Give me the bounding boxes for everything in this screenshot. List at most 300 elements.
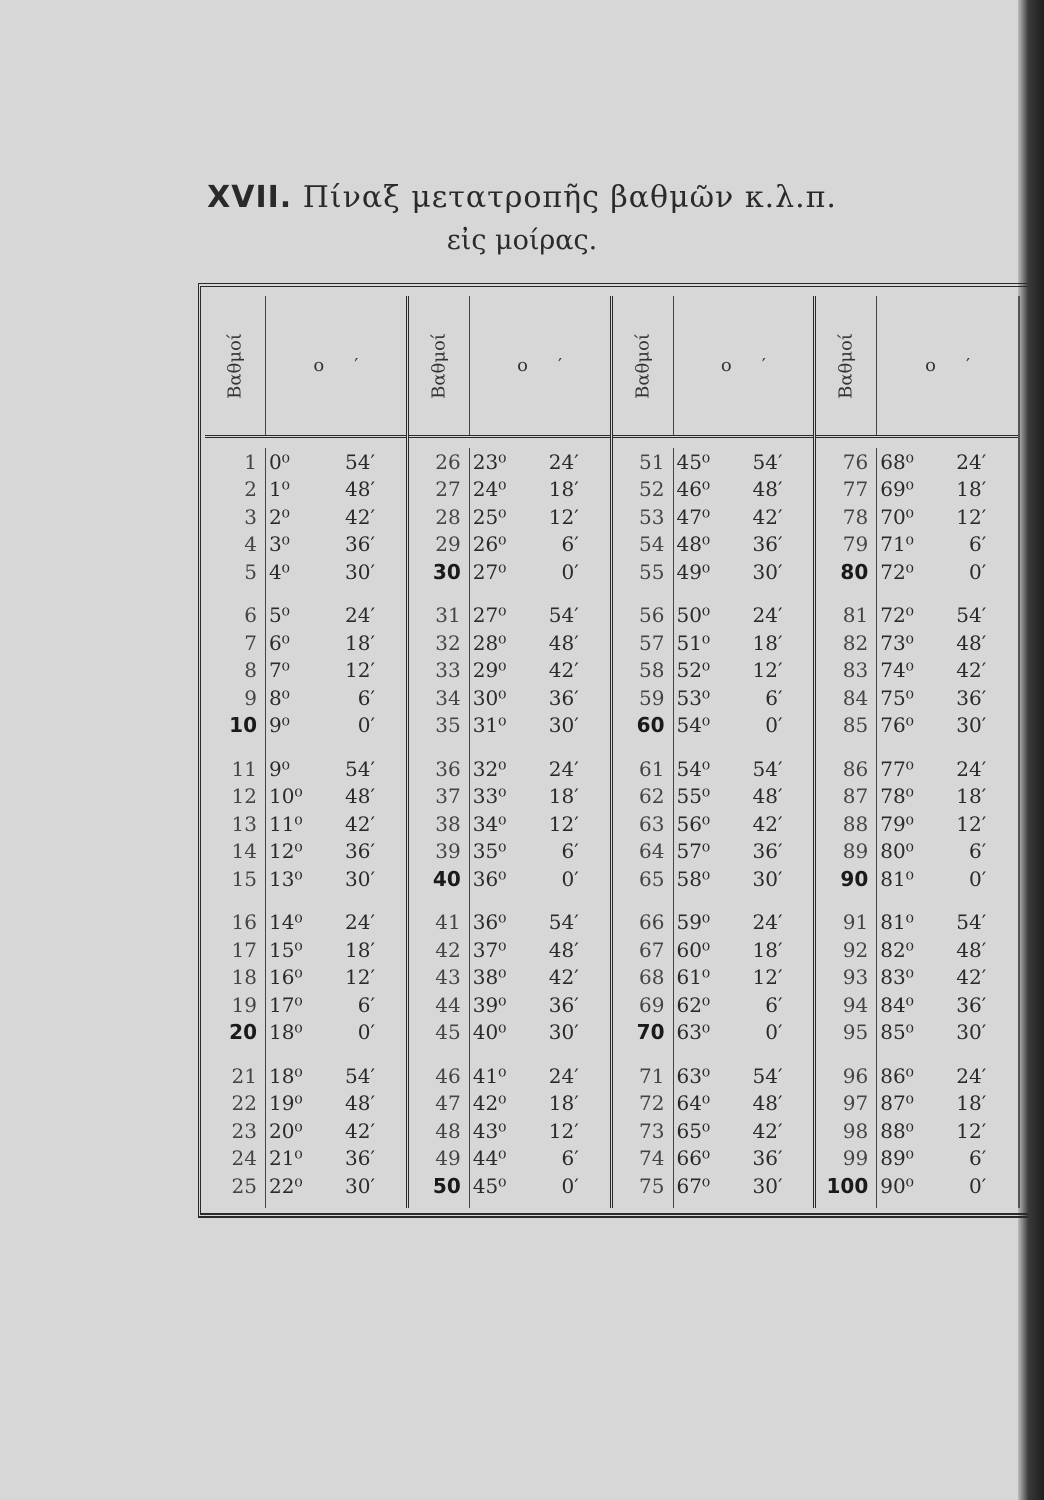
table-row — [613, 1090, 814, 1118]
table-row — [816, 810, 1018, 838]
angle-value — [465, 532, 610, 556]
table-row — [205, 712, 406, 740]
degrees-value: 9⁰ — [269, 756, 290, 781]
table-row — [205, 531, 406, 559]
table-row — [205, 558, 406, 586]
degrees-value: 90⁰ — [880, 1173, 914, 1198]
grade-value: 87 — [842, 784, 869, 809]
degrees-value: 40⁰ — [472, 1020, 507, 1045]
angle-value — [669, 1146, 814, 1170]
minutes-value: 18′ — [345, 630, 375, 655]
minutes-value: 12′ — [752, 965, 783, 990]
angle-value — [261, 757, 406, 781]
grade-value: 35 — [435, 713, 461, 738]
table-row — [613, 503, 814, 531]
minutes-value: 48′ — [956, 937, 987, 962]
minutes-value: 6′ — [561, 1146, 579, 1171]
table-row — [409, 531, 610, 559]
minutes-value: 36′ — [956, 685, 987, 710]
angle-value — [669, 560, 814, 584]
degrees-value: 19⁰ — [269, 1091, 303, 1116]
table-row — [816, 531, 1018, 559]
degrees-value: 60⁰ — [676, 937, 710, 962]
angle-value — [669, 965, 814, 989]
table-row — [409, 936, 610, 964]
grade-value: 11 — [231, 756, 257, 781]
angle-value — [872, 1146, 1018, 1170]
minutes-value: 18′ — [752, 937, 783, 962]
angle-value — [872, 560, 1018, 584]
minutes-value: 30′ — [548, 1020, 579, 1045]
grade-value: 53 — [639, 504, 665, 529]
table-row — [205, 755, 406, 783]
angle-value — [669, 450, 814, 474]
minutes-value: 0′ — [357, 713, 375, 738]
degrees-value: 63⁰ — [676, 1020, 710, 1045]
degrees-value: 57⁰ — [676, 839, 710, 864]
minutes-value: 48′ — [956, 630, 987, 655]
minutes-value: 24′ — [548, 449, 579, 474]
table-row — [409, 1117, 610, 1145]
minute-symbol: ′ — [761, 355, 766, 376]
angle-value — [261, 603, 406, 627]
minutes-value: 12′ — [345, 965, 375, 990]
angle-value — [465, 784, 610, 808]
grade-value: 30 — [432, 559, 461, 584]
degrees-value: 36⁰ — [472, 866, 507, 891]
grade-value: 32 — [435, 630, 461, 655]
row-group — [613, 448, 814, 586]
grade-value: 29 — [435, 532, 461, 557]
table-row — [409, 964, 610, 992]
angle-value — [669, 686, 814, 710]
minutes-value: 0′ — [561, 866, 579, 891]
degrees-value: 21⁰ — [269, 1146, 303, 1171]
minutes-value: 6′ — [765, 685, 783, 710]
minutes-value: 24′ — [752, 910, 783, 935]
grade-value: 3 — [244, 504, 257, 529]
minutes-value: 18′ — [956, 784, 987, 809]
table-row — [409, 838, 610, 866]
table-row — [613, 531, 814, 559]
table-row — [613, 783, 814, 811]
degrees-value: 86⁰ — [880, 1063, 914, 1088]
degrees-value: 43⁰ — [472, 1118, 507, 1143]
minutes-value: 24′ — [956, 449, 987, 474]
table-row — [409, 1062, 610, 1090]
table-row — [816, 1062, 1018, 1090]
block-header — [613, 296, 814, 438]
grade-value: 91 — [842, 910, 869, 935]
minutes-value: 6′ — [968, 839, 987, 864]
row-group — [205, 755, 406, 893]
table-row — [205, 936, 406, 964]
table-row — [205, 1062, 406, 1090]
grade-value: 55 — [639, 559, 665, 584]
angle-value — [261, 1064, 406, 1088]
table-block — [816, 296, 1020, 1208]
degrees-value: 42⁰ — [472, 1091, 507, 1116]
table-row — [409, 909, 610, 937]
degrees-value: 32⁰ — [472, 756, 507, 781]
degrees-value: 20⁰ — [269, 1118, 303, 1143]
grade-value: 64 — [639, 839, 665, 864]
table-row — [613, 838, 814, 866]
minutes-value: 30′ — [345, 1173, 375, 1198]
angle-value — [261, 1174, 406, 1198]
minutes-value: 6′ — [561, 839, 579, 864]
block-rows — [205, 448, 406, 1208]
table-row — [613, 558, 814, 586]
angle-value — [465, 713, 610, 737]
table-row — [613, 476, 814, 504]
grades-header-label: Βαθμοί — [224, 332, 246, 399]
angle-value — [872, 713, 1018, 737]
angle-value — [465, 631, 610, 655]
grade-value: 8 — [244, 658, 257, 683]
table-row — [409, 448, 610, 476]
table-row — [409, 684, 610, 712]
minutes-value: 54′ — [956, 603, 987, 628]
minutes-value: 48′ — [345, 784, 375, 809]
minutes-value: 42′ — [548, 658, 579, 683]
angle-value — [669, 505, 814, 529]
degrees-value: 83⁰ — [880, 965, 914, 990]
row-group — [816, 448, 1018, 586]
angle-value — [872, 784, 1018, 808]
angle-value — [261, 1091, 406, 1115]
angle-value — [261, 532, 406, 556]
angle-value — [261, 505, 406, 529]
row-group — [409, 755, 610, 893]
grades-header-label: Βαθμοί — [632, 332, 653, 399]
table-row — [613, 1145, 814, 1173]
angle-value — [669, 1064, 814, 1088]
angle-value — [465, 812, 610, 836]
grade-value: 85 — [842, 713, 869, 738]
degrees-value: 82⁰ — [880, 937, 914, 962]
angle-value — [669, 477, 814, 501]
degrees-value: 49⁰ — [676, 559, 710, 584]
row-group — [613, 1062, 814, 1200]
minutes-value: 0′ — [968, 559, 987, 584]
grade-value: 25 — [231, 1173, 257, 1198]
minutes-value: 18′ — [548, 784, 579, 809]
angle-value — [669, 713, 814, 737]
minutes-value: 6′ — [765, 992, 783, 1017]
block-header — [816, 296, 1018, 438]
table-row — [409, 629, 610, 657]
grade-value: 21 — [231, 1063, 257, 1088]
table-row — [205, 657, 406, 685]
minutes-value: 6′ — [357, 992, 375, 1017]
grade-value: 72 — [639, 1091, 665, 1116]
degrees-value: 87⁰ — [880, 1091, 914, 1116]
angle-value — [465, 1174, 610, 1198]
angle-value — [669, 658, 814, 682]
table-row — [613, 602, 814, 630]
grade-value: 31 — [435, 603, 461, 628]
minutes-value: 30′ — [345, 866, 375, 891]
angle-value — [872, 658, 1018, 682]
degrees-value: 9⁰ — [269, 713, 290, 738]
degrees-value: 81⁰ — [880, 866, 914, 891]
angle-value — [261, 560, 406, 584]
degrees-value: 88⁰ — [880, 1118, 914, 1143]
grade-value: 27 — [435, 477, 461, 502]
minutes-value: 42′ — [345, 504, 375, 529]
degrees-value: 62⁰ — [676, 992, 710, 1017]
minutes-value: 12′ — [548, 1118, 579, 1143]
minutes-value: 24′ — [548, 1063, 579, 1088]
grade-value: 97 — [842, 1091, 869, 1116]
table-row — [409, 503, 610, 531]
angle-value — [669, 784, 814, 808]
minutes-value: 36′ — [345, 1146, 375, 1171]
minutes-value: 12′ — [752, 658, 783, 683]
degrees-value: 7⁰ — [269, 658, 290, 683]
minutes-value: 24′ — [956, 1063, 987, 1088]
grade-value: 74 — [639, 1146, 665, 1171]
angle-value — [465, 658, 610, 682]
minutes-value: 48′ — [548, 630, 579, 655]
grade-value: 79 — [842, 532, 869, 557]
table-row — [816, 1117, 1018, 1145]
minutes-value: 42′ — [752, 1118, 783, 1143]
angle-value — [465, 1091, 610, 1115]
minutes-value: 54′ — [956, 910, 987, 935]
degrees-value: 69⁰ — [880, 477, 914, 502]
minutes-value: 24′ — [752, 603, 783, 628]
degrees-value: 64⁰ — [676, 1091, 710, 1116]
grade-value: 15 — [231, 866, 257, 891]
degrees-value: 28⁰ — [472, 630, 507, 655]
minute-symbol: ′ — [966, 355, 971, 376]
minutes-value: 30′ — [752, 1173, 783, 1198]
angle-value — [465, 910, 610, 934]
minutes-value: 42′ — [956, 965, 987, 990]
row-group — [613, 602, 814, 740]
grade-value: 100 — [826, 1173, 869, 1198]
conversion-table — [205, 296, 1020, 1208]
degrees-value: 10⁰ — [269, 784, 303, 809]
row-group — [816, 1062, 1018, 1200]
degrees-value: 27⁰ — [472, 603, 507, 628]
table-row — [205, 448, 406, 476]
grades-header-label: Βαθμοί — [428, 332, 450, 399]
degrees-value: 68⁰ — [880, 449, 914, 474]
minutes-value: 48′ — [752, 784, 783, 809]
grade-value: 48 — [435, 1118, 461, 1143]
degrees-value: 33⁰ — [472, 784, 507, 809]
grade-value: 80 — [840, 559, 869, 584]
degrees-value: 8⁰ — [269, 685, 290, 710]
minutes-value: 42′ — [956, 658, 987, 683]
degrees-value: 81⁰ — [880, 910, 914, 935]
minutes-value: 36′ — [752, 1146, 783, 1171]
angle-value — [669, 1020, 814, 1044]
degrees-value: 70⁰ — [880, 504, 914, 529]
grade-value: 90 — [840, 866, 869, 891]
angle-value — [872, 965, 1018, 989]
grade-value: 54 — [639, 532, 665, 557]
angle-value — [261, 812, 406, 836]
page-subtitle: εἰς μοίρας. — [446, 225, 598, 256]
angle-value — [669, 993, 814, 1017]
minute-symbol: ′ — [558, 355, 563, 376]
degrees-value: 16⁰ — [269, 965, 303, 990]
minutes-value: 54′ — [752, 449, 783, 474]
degrees-value: 85⁰ — [880, 1020, 914, 1045]
degrees-value: 84⁰ — [880, 992, 914, 1017]
minutes-value: 54′ — [345, 449, 375, 474]
table-row — [816, 1090, 1018, 1118]
angle-value — [261, 910, 406, 934]
minutes-value: 12′ — [345, 658, 375, 683]
angle-value — [872, 1020, 1018, 1044]
table-row — [205, 1019, 406, 1047]
angle-value — [872, 839, 1018, 863]
degrees-value: 34⁰ — [472, 811, 507, 836]
table-row — [816, 936, 1018, 964]
block-rows — [409, 448, 610, 1208]
grade-value: 19 — [231, 992, 257, 1017]
grade-value: 18 — [231, 965, 257, 990]
minutes-value: 0′ — [561, 559, 579, 584]
minutes-value: 36′ — [548, 685, 579, 710]
angle-value — [669, 631, 814, 655]
degrees-value: 26⁰ — [472, 532, 507, 557]
row-group — [409, 602, 610, 740]
row-group — [613, 909, 814, 1047]
angle-value — [872, 910, 1018, 934]
degrees-value: 30⁰ — [472, 685, 507, 710]
minutes-value: 6′ — [561, 532, 579, 557]
grade-value: 33 — [435, 658, 461, 683]
degrees-value: 75⁰ — [880, 685, 914, 710]
grade-value: 42 — [435, 937, 461, 962]
title-text: Πίναξ μετατροπῆς βαθμῶν κ.λ.π. — [302, 180, 837, 215]
minutes-value: 24′ — [345, 910, 375, 935]
angle-value — [261, 631, 406, 655]
page-title — [0, 180, 1044, 215]
grade-value: 28 — [435, 504, 461, 529]
minutes-value: 0′ — [968, 1173, 987, 1198]
grade-value: 73 — [639, 1118, 665, 1143]
degrees-value: 24⁰ — [472, 477, 507, 502]
grade-value: 61 — [639, 756, 665, 781]
degrees-value: 74⁰ — [880, 658, 914, 683]
row-group — [205, 909, 406, 1047]
angle-value — [669, 812, 814, 836]
angle-value — [872, 505, 1018, 529]
table-row — [409, 755, 610, 783]
grade-value: 7 — [244, 630, 257, 655]
degrees-value: 11⁰ — [269, 811, 303, 836]
grade-value: 66 — [639, 910, 665, 935]
degrees-value: 41⁰ — [472, 1063, 507, 1088]
degrees-value: 39⁰ — [472, 992, 507, 1017]
minutes-value: 48′ — [345, 1091, 375, 1116]
degrees-value: 73⁰ — [880, 630, 914, 655]
degrees-value: 72⁰ — [880, 603, 914, 628]
grade-value: 46 — [435, 1063, 461, 1088]
table-row — [205, 1117, 406, 1145]
degrees-value: 45⁰ — [472, 1173, 507, 1198]
table-row — [816, 558, 1018, 586]
angle-value — [261, 1020, 406, 1044]
degrees-value: 78⁰ — [880, 784, 914, 809]
degrees-value: 77⁰ — [880, 756, 914, 781]
table-row — [409, 657, 610, 685]
table-row — [205, 865, 406, 893]
row-group — [613, 755, 814, 893]
angle-value — [872, 686, 1018, 710]
row-group — [816, 755, 1018, 893]
angle-value — [669, 1174, 814, 1198]
table-row — [816, 1145, 1018, 1173]
angle-value — [261, 867, 406, 891]
angle-value — [261, 713, 406, 737]
angle-value — [872, 812, 1018, 836]
minutes-value: 12′ — [956, 1118, 987, 1143]
grades-column-header — [613, 296, 674, 435]
grade-value: 47 — [435, 1091, 461, 1116]
table-row — [816, 909, 1018, 937]
grade-value: 12 — [231, 784, 257, 809]
angle-value — [261, 686, 406, 710]
angle-value — [669, 867, 814, 891]
minutes-value: 0′ — [765, 1020, 783, 1045]
degrees-value: 52⁰ — [676, 658, 710, 683]
degrees-value: 79⁰ — [880, 811, 914, 836]
grade-value: 51 — [639, 449, 665, 474]
degrees-value: 4⁰ — [269, 559, 290, 584]
angle-value — [465, 603, 610, 627]
block-rows — [613, 448, 814, 1208]
minutes-value: 42′ — [345, 1118, 375, 1143]
degrees-value: 5⁰ — [269, 603, 290, 628]
table-row — [816, 448, 1018, 476]
angle-value — [872, 603, 1018, 627]
angle-value — [465, 450, 610, 474]
grade-value: 10 — [229, 713, 257, 738]
grades-column-header — [816, 296, 877, 435]
angle-value — [465, 505, 610, 529]
degrees-value: 25⁰ — [472, 504, 507, 529]
angle-value — [465, 965, 610, 989]
degrees-column-header — [877, 296, 1018, 435]
degrees-value: 44⁰ — [472, 1146, 507, 1171]
table-row — [816, 964, 1018, 992]
table-row — [816, 783, 1018, 811]
minutes-value: 48′ — [752, 1091, 783, 1116]
degrees-value: 63⁰ — [676, 1063, 710, 1088]
degrees-value: 56⁰ — [676, 811, 710, 836]
table-row — [409, 712, 610, 740]
table-row — [205, 964, 406, 992]
degrees-value: 17⁰ — [269, 992, 303, 1017]
angle-value — [669, 1091, 814, 1115]
minutes-value: 24′ — [956, 756, 987, 781]
angle-value — [465, 993, 610, 1017]
grade-value: 67 — [639, 937, 665, 962]
minutes-value: 54′ — [345, 756, 375, 781]
table-row — [816, 1172, 1018, 1200]
minutes-value: 36′ — [345, 532, 375, 557]
grade-value: 69 — [639, 992, 665, 1017]
grade-value: 93 — [842, 965, 869, 990]
